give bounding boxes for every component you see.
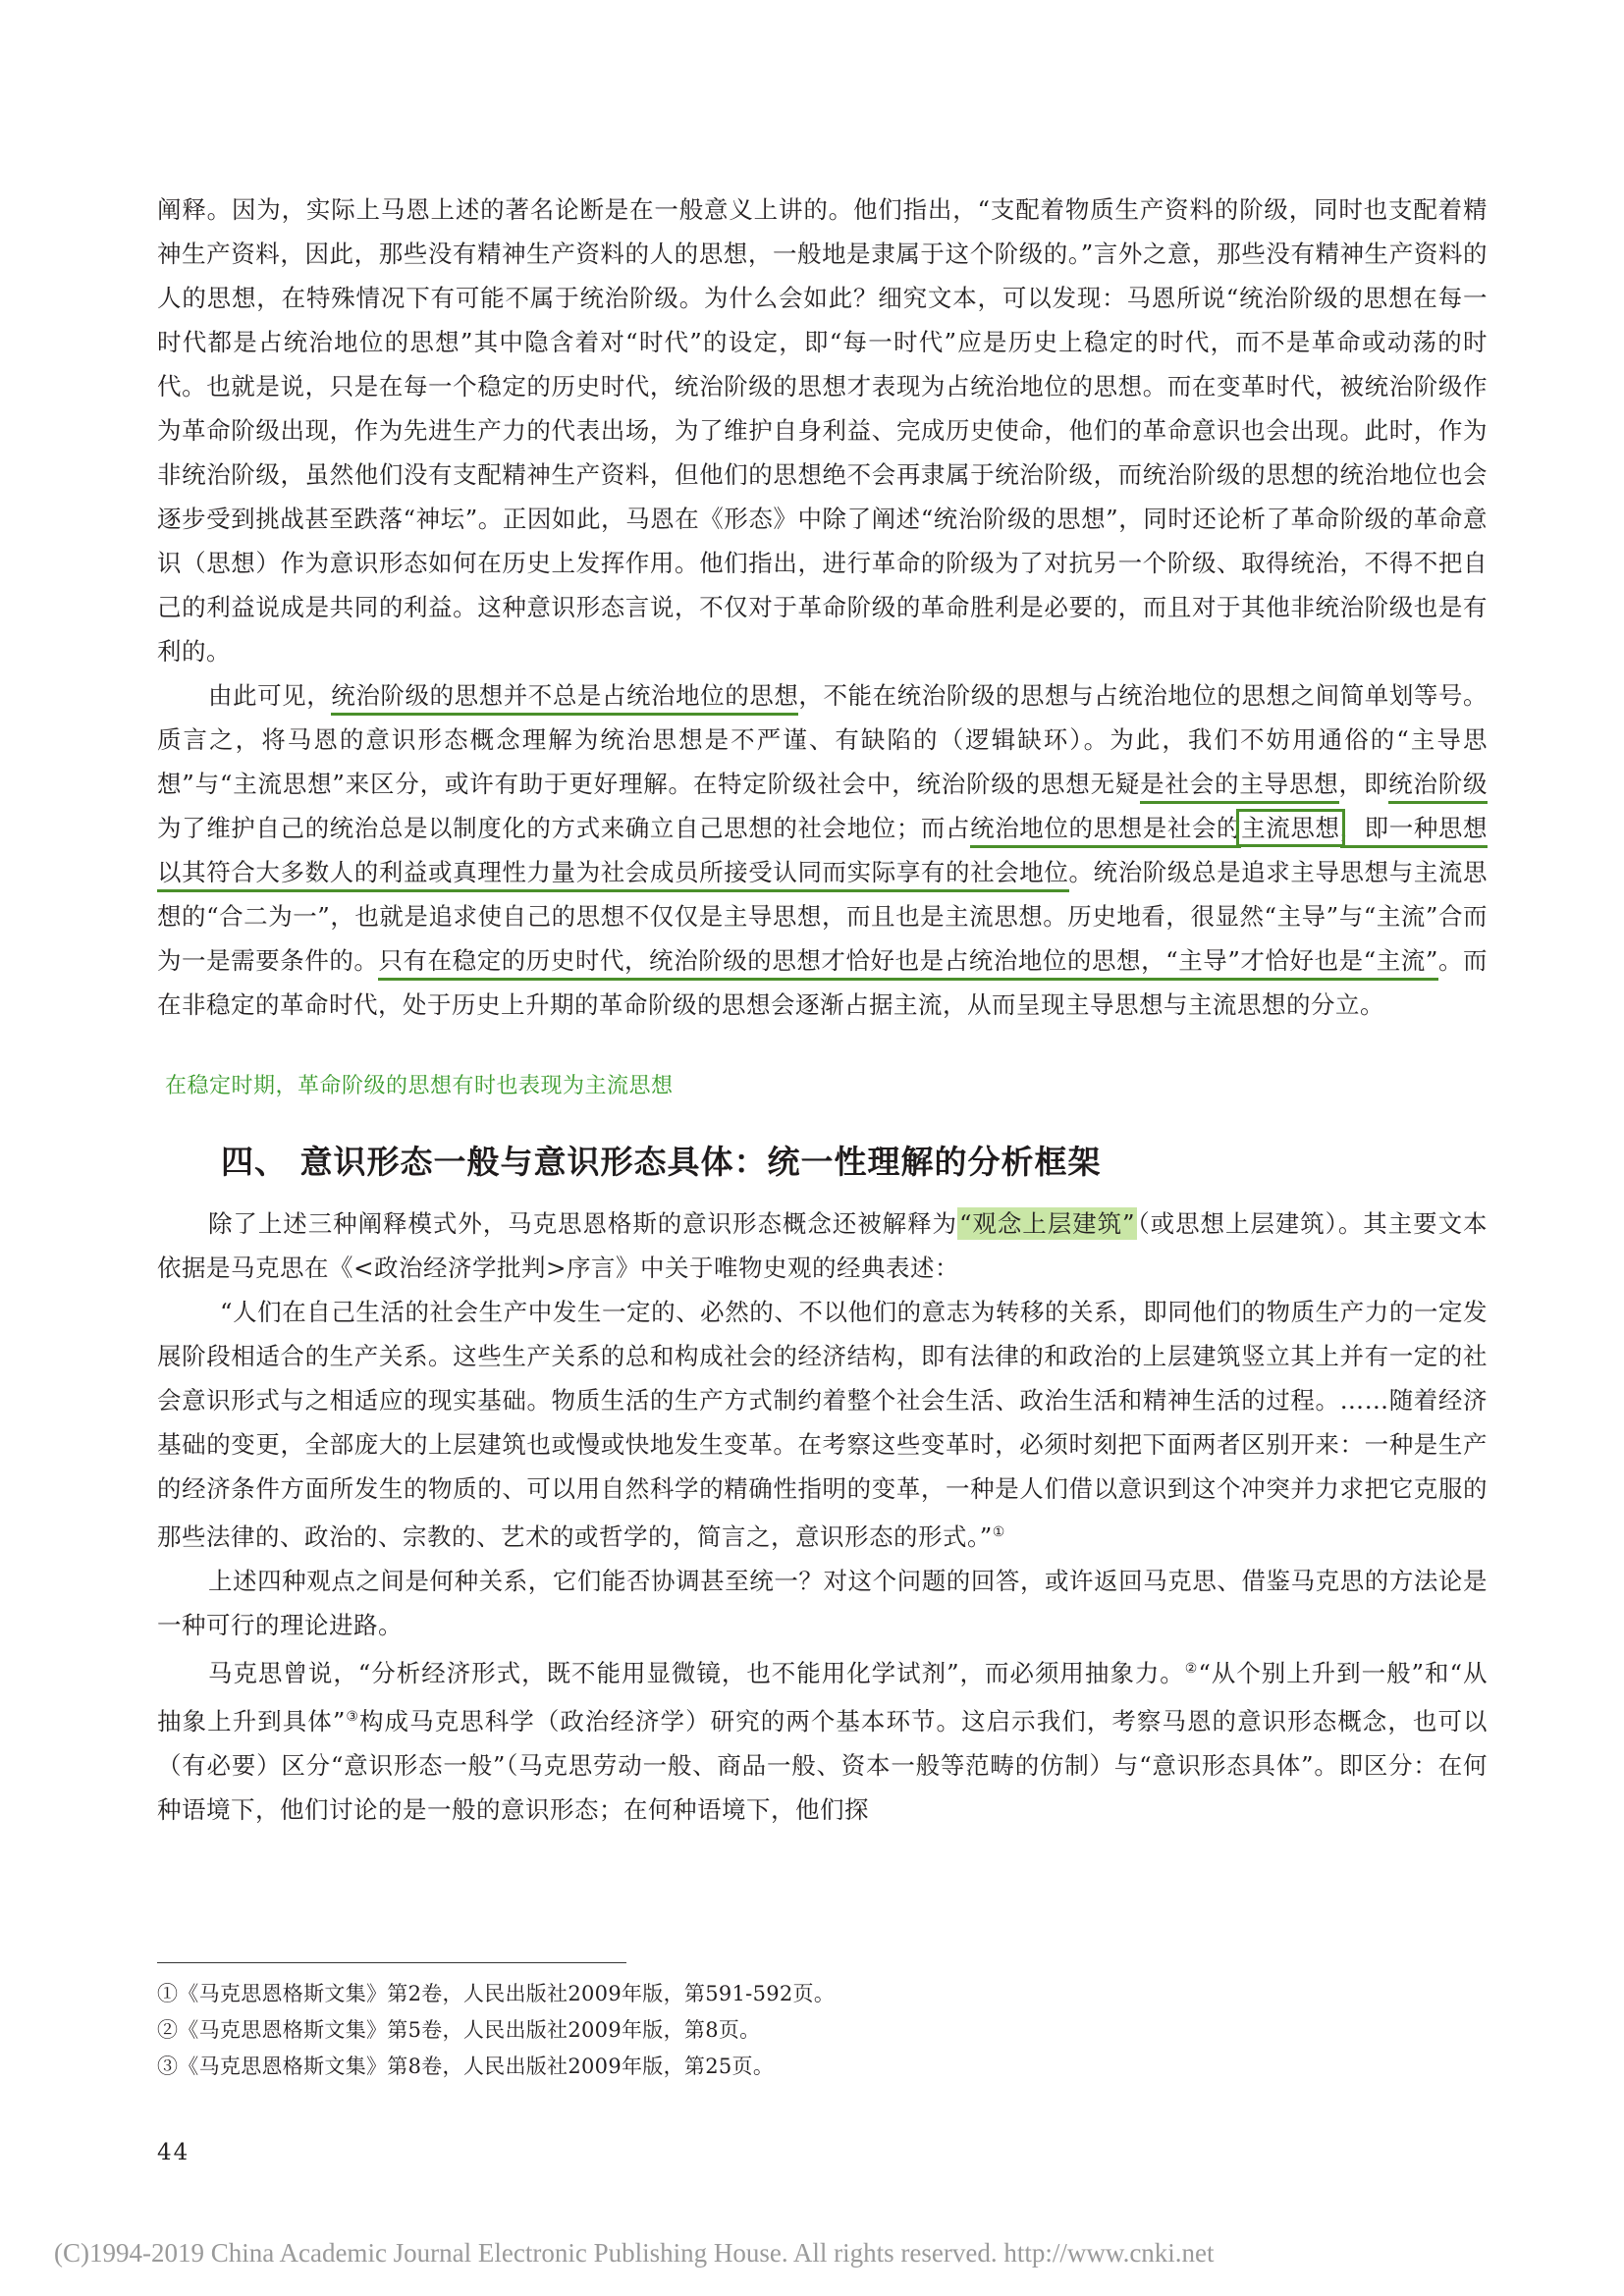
footnotes xyxy=(157,1976,1041,2085)
footnote-3: ③《马克思恩格斯文集》第8卷，人民出版社2009年版，第25页。 xyxy=(157,2055,775,2078)
page-number: 44 xyxy=(157,2140,190,2165)
p2-text: 由此可见， xyxy=(208,681,332,710)
paragraph-1: 阐释。因为，实际上马恩上述的著名论断是在一般意义上讲的。他们指出，“支配着物质生产资料的阶级，同时也支配着精神生产资料，因此，那些没有精神生产资料的人的思想，一般地是隶属于这个阶级的。”言外之意，那些没有精神生产资料的人的思想，在特殊情况下有可能不属于统治阶级。为什么会如此？细究文本，可以发现：马恩所说“统治阶级的思想在每一时代都是占统治地位的思想”其中隐含着对“时代”的设定，即“每一时代”应是历史上稳定的时代，而不是革命或动荡的时代。也就是说，只是在每一个稳定的历史时代，统治阶级的思想才表现为占统治地位的思想。而在变革时代，被统治阶级作为革命阶级出现，作为先进生产力的代表出场，为了维护自身利益、完成历史使命，他们的革命意识也会出现。此时，作为非统治阶级，虽然他们没有支配精神生产资料，但他们的思想绝不会再隶属于统治阶级，而统治阶级的思想的统治地位也会逐步受到挑战甚至跌落“神坛”。正因如此，马恩在《形态》中除了阐述“统治阶级的思想”，同时还论析了革命阶级的革命意识（思想）作为意识形态如何在历史上发挥作用。他们指出，进行革命的阶级为了对抗另一个阶级、取得统治，不得不把自己的利益说成是共同的利益。这种意识形态言说，不仅对于革命阶级的革命胜利是必要的，而且对于其他非统治阶级也是有利的。 xyxy=(157,195,1488,666)
handwritten-annotation: 在稳定时期，革命阶级的思想有时也表现为主流思想 xyxy=(165,1074,674,1098)
paragraph-3 xyxy=(157,1201,1488,1290)
underlined-ruling-class: 统治阶级 xyxy=(1388,770,1488,804)
p3-text: 除了上述三种阐释模式外，马克思恩格斯的意识形态概念还被解释为 xyxy=(208,1209,957,1238)
underlined-dominant-thought: 是社会的主导思想 xyxy=(1140,770,1338,804)
block-quote xyxy=(157,1290,1488,1559)
copyright-footer: (C)1994-2019 China Academic Journal Electronic Publishing House. All rights reserved. http://www.cnki.net xyxy=(54,2238,1215,2268)
quote-text: “人们在自己生活的社会生产中发生一定的、必然的、不以他们的意志为转移的关系，即同他们的物质生产力的一定发展阶段相适合的生产关系。这些生产关系的总和构成社会的经济结构，即有法律的和政治的上层建筑竖立其上并有一定的社会意识形式与之相适应的现实基础。物质生活的生产方式制约着整个社会生活、政治生活和精神生活的过程。……随着经济基础的变更，全部庞大的上层建筑也或慢或快地发生变革。在考察这些变革时，必须时刻把下面两者区别开来：一种是生产的经济条件方面所发生的物质的、可以用自然科学的精确性指明的变革，一种是人们借以意识到这个冲突并力求把它克服的那些法律的、政治的、宗教的、艺术的或哲学的，简言之，意识形态的形式。” xyxy=(157,1298,1488,1552)
p2-text: ，不能在统治阶级的思想与占统治地位的思想之间简单划等号。质言之，将马恩的意识形态概念理解为统治思想是不严谨、有缺陷的（逻辑缺环）。为此，我们不妨用通俗的“主导思想”与“主流思想”来区分，或许有助于更好理解。在特定阶级社会中，统治阶级的思想无疑 xyxy=(157,681,1489,798)
footnote-ref-1[interactable]: ① xyxy=(992,1524,1005,1540)
footnote-2: ②《马克思恩格斯文集》第5卷，人民出版社2009年版，第8页。 xyxy=(157,2018,761,2042)
p2-text: 。而在非稳定的革命时代，处于历史上升期的革命阶级的思想会逐渐占据主流，从而呈现主导思想与主流思想的分立。 xyxy=(157,946,1489,1019)
boxed-mainstream-thought: 主流思想 xyxy=(1241,814,1340,842)
paragraph-2 xyxy=(157,673,1488,1027)
underlined-claim: 统治阶级的思想并不总是占统治地位的思想 xyxy=(331,681,798,716)
p2-text: 为了维护自己的统治总是以制度化的方式来确立自己思想的社会地位；而占 xyxy=(157,814,971,842)
footnote-ref-2[interactable]: ② xyxy=(1184,1661,1199,1678)
footnote-divider xyxy=(157,1962,626,1963)
p3-text: （或思想上层建筑）。其主要文本依据是马克思在《<政治经济学批判>序言》中关于唯物史观的经典表述： xyxy=(157,1209,1489,1282)
underlined-stable-era: 只有在稳定的历史时代，统治阶级的思想才恰好也是占统治地位的思想，“主导”才恰好也是“主流” xyxy=(378,946,1437,981)
section-heading: 四、 意识形态一般与意识形态具体：统一性理解的分析框架 xyxy=(221,1143,1102,1181)
paragraph-4: 上述四种观点之间是何种关系，它们能否协调甚至统一？对这个问题的回答，或许返回马克思、借鉴马克思的方法论是一种可行的理论进路。 xyxy=(157,1567,1488,1640)
p5-text: 马克思曾说，“分析经济形式，既不能用显微镜，也不能用化学试剂”，而必须用抽象力。 xyxy=(208,1659,1185,1688)
footnote-ref-3[interactable]: ③ xyxy=(345,1709,359,1726)
footnote-1: ①《马克思恩格斯文集》第2卷，人民出版社2009年版，第591-592页。 xyxy=(157,1982,836,2005)
p5-text: 构成马克思科学（政治经济学）研究的两个基本环节。这启示我们，考察马恩的意识形态概念，也可以（有必要）区分“意识形态一般”（马克思劳动一般、商品一般、资本一般等范畴的仿制）与“意识形态具体”。即区分：在何种语境下，他们讨论的是一般的意识形态；在何种语境下，他们探 xyxy=(157,1707,1488,1825)
p2-text: ，即 xyxy=(1338,770,1389,798)
paragraph-5 xyxy=(157,1647,1488,1832)
body-text-2 xyxy=(157,1201,1488,1832)
p2-text: 。统治阶级总是追求主导思想与主流思想的“合二为一”，也就是追求使自己的思想不仅仅是主导思想，而且也是主流思想。历史地看，很显然“主导”与“主流”合而为一是需要条件的。 xyxy=(157,858,1489,975)
body-text xyxy=(157,187,1488,1027)
highlighted-term: “观念上层建筑” xyxy=(958,1209,1136,1238)
p5-text: “从个别上升到一般”和“从抽象上升到具体” xyxy=(157,1659,1489,1736)
underlined-ruling-status: 统治地位的思想是社会的 xyxy=(970,814,1241,848)
underlined-definition: ，即一种思想以其符合大多数人的利益或真理性力量为社会成员所接受认同而实际享有的社会地位 xyxy=(157,814,1488,892)
